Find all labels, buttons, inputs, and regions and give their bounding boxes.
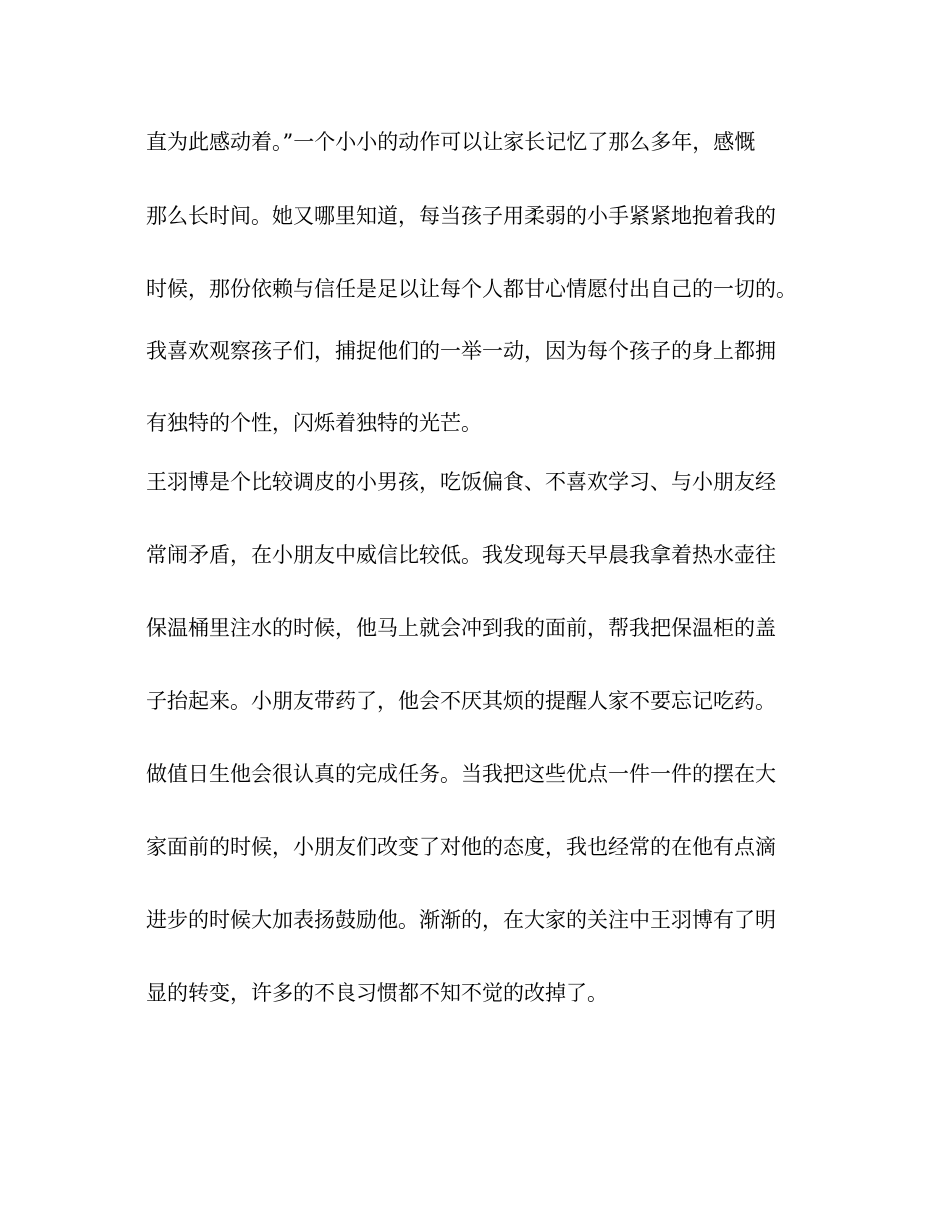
text-line: 子抬起来。小朋友带药了，他会不厌其烦的提醒人家不要忘记吃药。: [146, 689, 776, 713]
text-line: 我喜欢观察孩子们，捕捉他们的一举一动，因为每个孩子的身上都拥: [146, 339, 776, 363]
text-line: 那么长时间。她又哪里知道，每当孩子用柔弱的小手紧紧地抱着我的: [146, 204, 776, 228]
text-line: 进步的时候大加表扬鼓励他。渐渐的，在大家的关注中王羽博有了明: [146, 908, 776, 932]
text-line: 显的转变，许多的不良习惯都不知不觉的改掉了。: [146, 981, 608, 1005]
text-line: 做值日生他会很认真的完成任务。当我把这些优点一件一件的摆在大: [146, 762, 776, 786]
text-line: 家面前的时候，小朋友们改变了对他的态度，我也经常的在他有点滴: [146, 835, 776, 859]
text-line: 王羽博是个比较调皮的小男孩，吃饭偏食、不喜欢学习、与小朋友经: [146, 470, 776, 494]
text-line: 时候，那份依赖与信任是足以让每个人都甘心情愿付出自己的一切的。: [146, 277, 797, 301]
text-line: 常闹矛盾，在小朋友中威信比较低。我发现每天早晨我拿着热水壶往: [146, 543, 776, 567]
text-line: 直为此感动着。”一个小小的动作可以让家长记忆了那么多年，感慨: [146, 130, 756, 154]
text-line: 有独特的个性，闪烁着独特的光芒。: [146, 411, 482, 435]
text-line: 保温桶里注水的时候，他马上就会冲到我的面前，帮我把保温柜的盖: [146, 616, 776, 640]
